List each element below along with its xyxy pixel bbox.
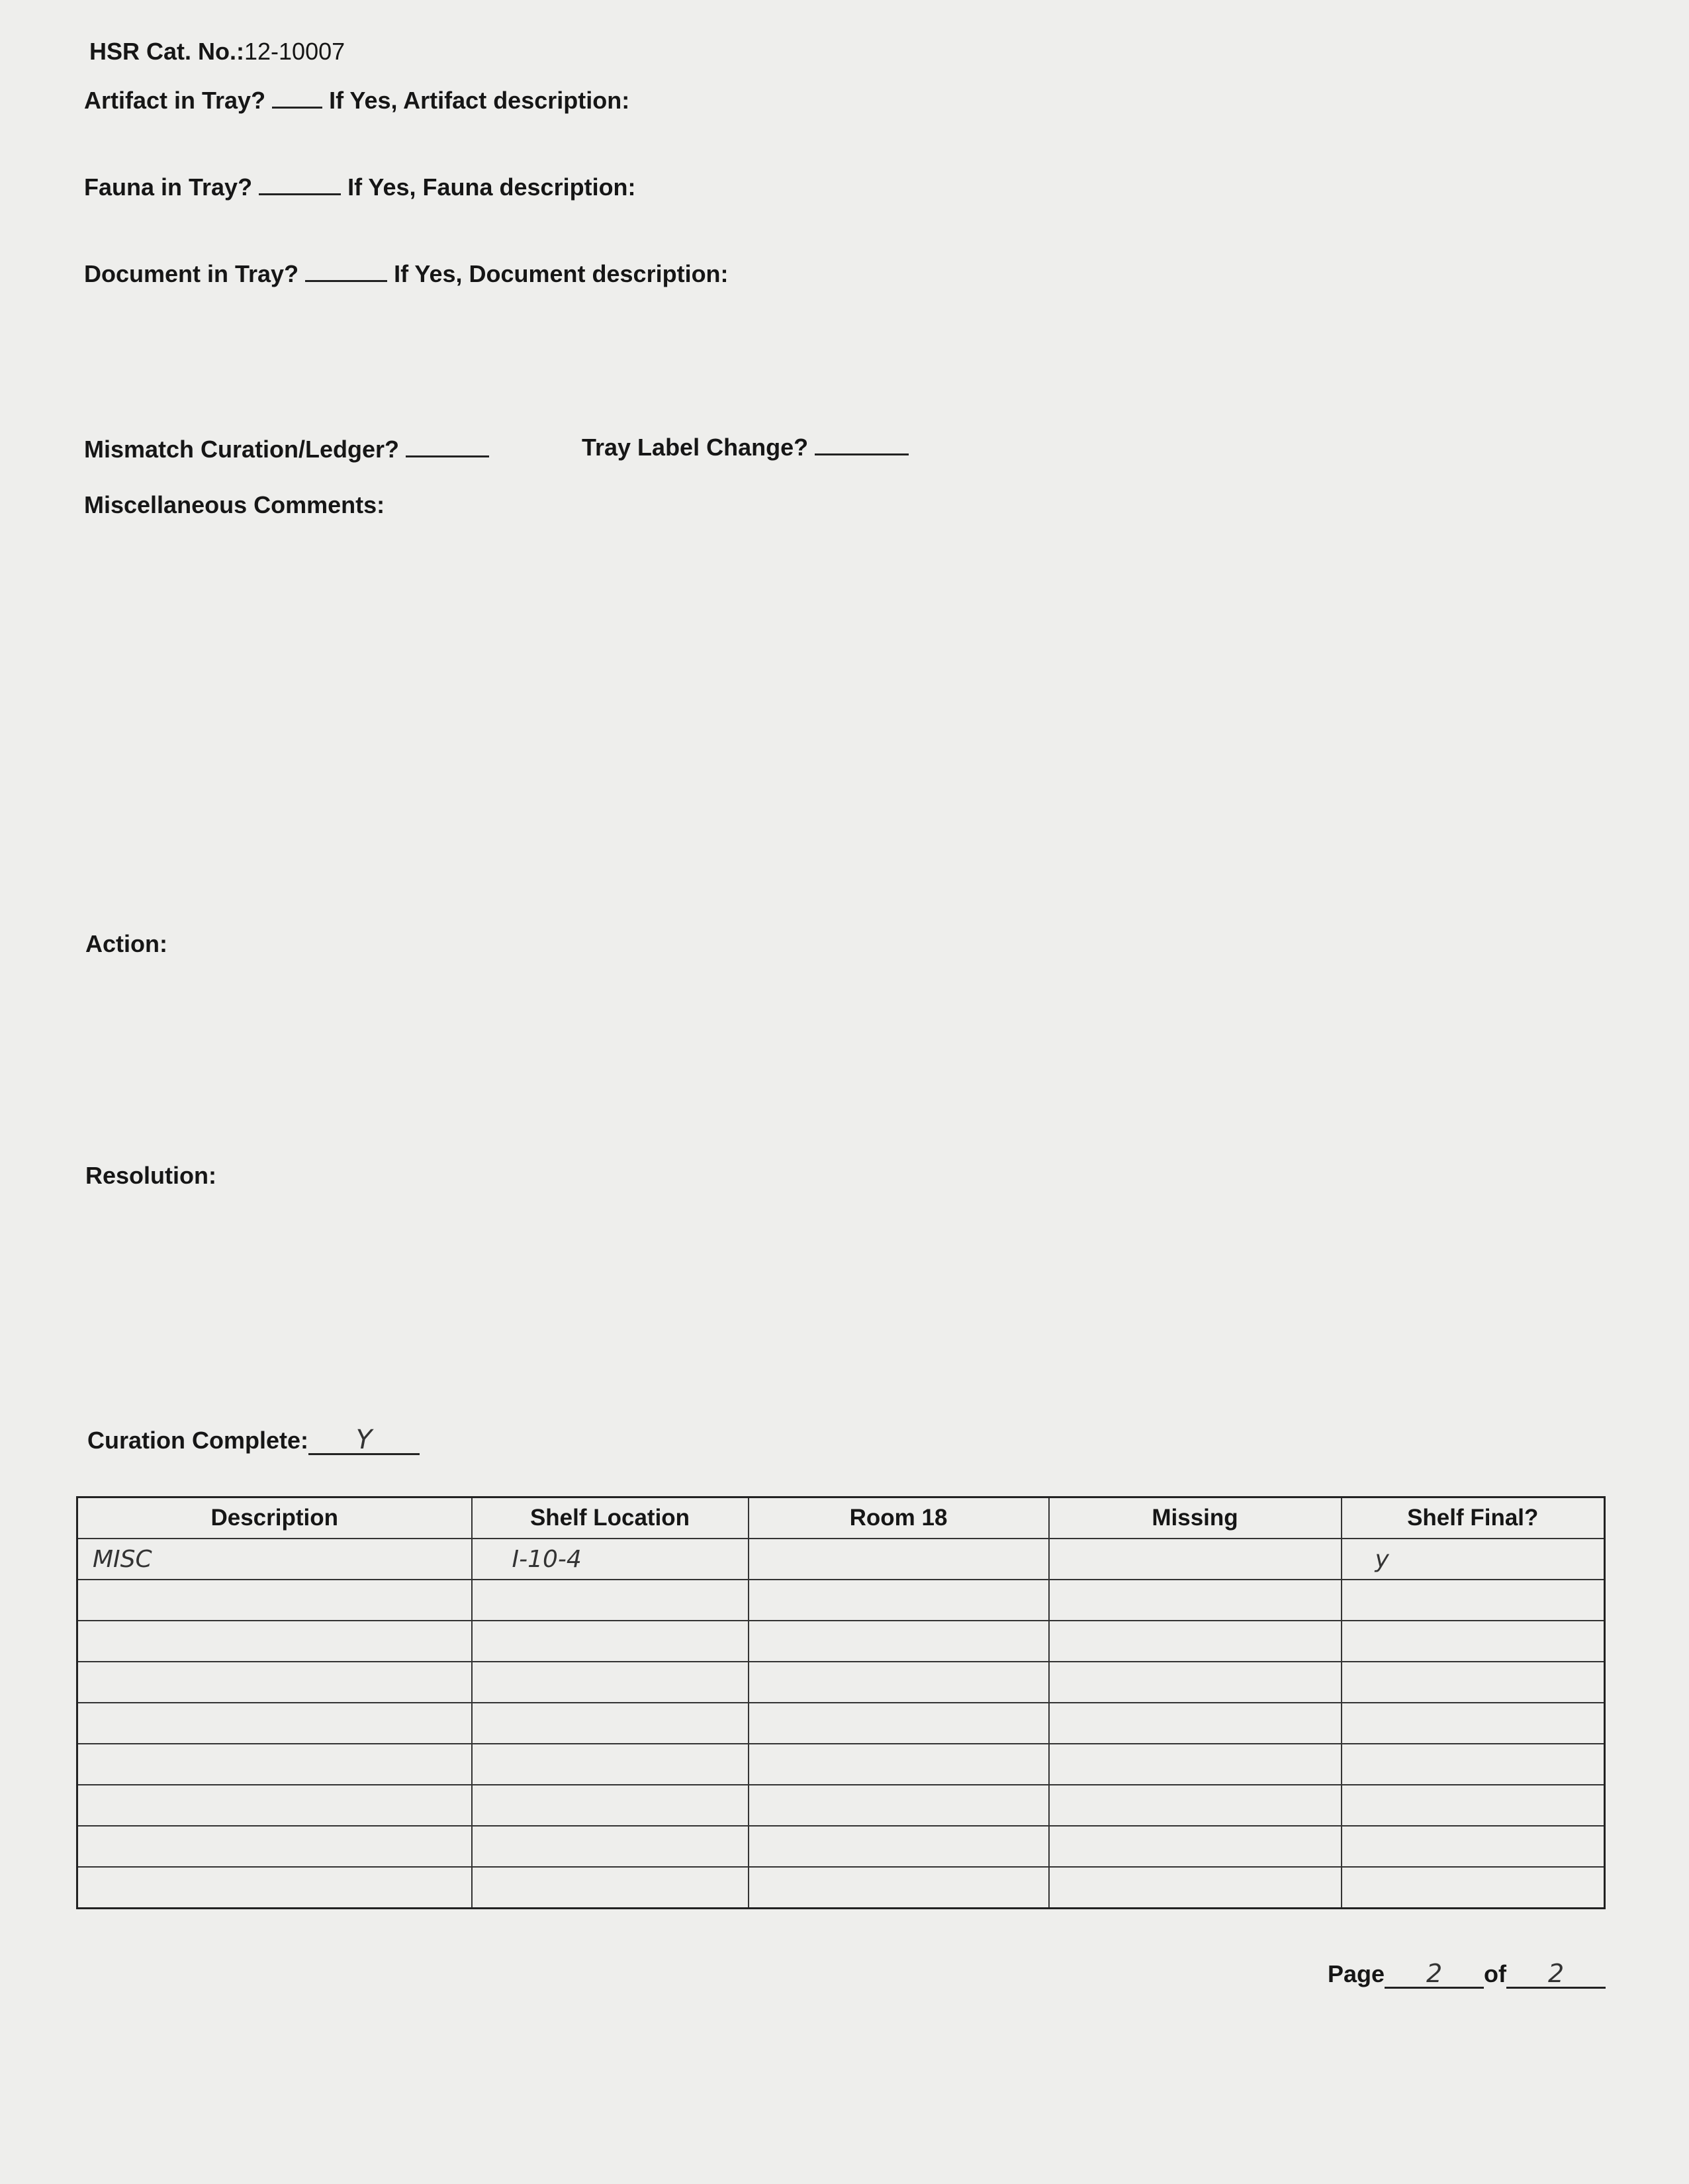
cell-value <box>78 1833 93 1860</box>
cell-shelf-final[interactable] <box>1342 1703 1605 1744</box>
artifact-line <box>84 87 629 113</box>
cell-description[interactable] <box>77 1539 472 1580</box>
header-missing: Missing <box>1049 1497 1342 1539</box>
cell-shelf-location[interactable] <box>472 1744 749 1785</box>
cell-shelf-final[interactable] <box>1342 1744 1605 1785</box>
artifact-desc-label: If Yes, Artifact description: <box>329 87 630 114</box>
cell-room-18[interactable] <box>749 1580 1049 1621</box>
curation-complete-value: Y <box>355 1425 373 1455</box>
page-value: 2 <box>1426 1959 1443 1988</box>
cell-value <box>1342 1628 1357 1655</box>
cell-value: I-10-4 <box>512 1546 582 1573</box>
cell-value <box>473 1874 487 1901</box>
action-label: Action: <box>85 930 167 957</box>
of-blank[interactable] <box>1506 1961 1606 1989</box>
tray-label-change-line <box>582 434 909 459</box>
fauna-desc-label: If Yes, Fauna description: <box>347 173 636 201</box>
cell-value <box>78 1710 93 1737</box>
cell-missing[interactable] <box>1049 1867 1342 1909</box>
cell-description[interactable] <box>77 1826 472 1867</box>
artifact-label: Artifact in Tray? <box>84 87 266 114</box>
cell-shelf-final[interactable] <box>1342 1580 1605 1621</box>
cell-value <box>749 1874 764 1901</box>
header-description: Description <box>77 1497 472 1539</box>
cell-value <box>749 1587 764 1614</box>
cell-description[interactable] <box>77 1744 472 1785</box>
cell-room-18[interactable] <box>749 1539 1049 1580</box>
cell-value <box>78 1669 93 1696</box>
cell-shelf-final[interactable] <box>1342 1621 1605 1662</box>
cell-value <box>473 1710 487 1737</box>
curation-complete-blank[interactable] <box>308 1427 420 1455</box>
cell-room-18[interactable] <box>749 1662 1049 1703</box>
cell-shelf-location[interactable] <box>472 1867 749 1909</box>
tray-label-change-label: Tray Label Change? <box>582 434 809 461</box>
fauna-line <box>84 173 636 199</box>
header-shelf-location: Shelf Location <box>472 1497 749 1539</box>
cell-value <box>78 1751 93 1778</box>
cell-room-18[interactable] <box>749 1785 1049 1826</box>
cell-description[interactable] <box>77 1703 472 1744</box>
document-blank[interactable] <box>305 260 387 282</box>
cell-missing[interactable] <box>1049 1539 1342 1580</box>
cell-value <box>473 1628 487 1655</box>
cell-value <box>749 1669 764 1696</box>
cell-value <box>1342 1710 1357 1737</box>
hsr-cat-value: 12-10007 <box>244 38 345 65</box>
cell-description[interactable] <box>77 1580 472 1621</box>
table-row <box>77 1867 1605 1909</box>
cell-value <box>473 1833 487 1860</box>
fauna-label: Fauna in Tray? <box>84 173 253 201</box>
table-row <box>77 1621 1605 1662</box>
table-row <box>77 1539 1605 1580</box>
of-label: of <box>1484 1960 1507 1987</box>
cell-value <box>1050 1833 1064 1860</box>
cell-value <box>473 1669 487 1696</box>
cell-shelf-location[interactable] <box>472 1539 749 1580</box>
cell-value: y <box>1375 1546 1389 1573</box>
hsr-cat-label: HSR Cat. No.: <box>89 38 244 65</box>
fauna-blank[interactable] <box>259 173 341 195</box>
mismatch-label: Mismatch Curation/Ledger? <box>84 436 400 463</box>
cell-shelf-location[interactable] <box>472 1580 749 1621</box>
cell-missing[interactable] <box>1049 1703 1342 1744</box>
cell-shelf-location[interactable] <box>472 1662 749 1703</box>
mismatch-line <box>84 436 489 461</box>
cell-value <box>749 1710 764 1737</box>
cell-room-18[interactable] <box>749 1867 1049 1909</box>
table-row <box>77 1662 1605 1703</box>
cell-value <box>1342 1751 1357 1778</box>
page-count-line <box>1328 1961 1606 1989</box>
cell-shelf-location[interactable] <box>472 1703 749 1744</box>
cell-missing[interactable] <box>1049 1662 1342 1703</box>
cell-value <box>1050 1792 1064 1819</box>
cell-shelf-location[interactable] <box>472 1621 749 1662</box>
shelf-table <box>76 1496 1606 1909</box>
cell-value <box>1342 1587 1357 1614</box>
cell-value <box>1050 1710 1064 1737</box>
cell-description[interactable] <box>77 1867 472 1909</box>
cell-value <box>1342 1792 1357 1819</box>
cell-value <box>78 1874 93 1901</box>
cell-shelf-final[interactable] <box>1342 1867 1605 1909</box>
cell-missing[interactable] <box>1049 1785 1342 1826</box>
cell-shelf-final[interactable] <box>1342 1826 1605 1867</box>
cell-description[interactable] <box>77 1662 472 1703</box>
document-desc-label: If Yes, Document description: <box>394 260 729 287</box>
cell-value <box>749 1546 764 1573</box>
cell-value <box>1342 1669 1357 1696</box>
cell-shelf-final[interactable] <box>1342 1539 1605 1580</box>
mismatch-blank[interactable] <box>406 436 489 457</box>
cell-value <box>749 1833 764 1860</box>
cell-room-18[interactable] <box>749 1826 1049 1867</box>
cell-room-18[interactable] <box>749 1744 1049 1785</box>
misc-comments-label: Miscellaneous Comments: <box>84 491 385 518</box>
cell-missing[interactable] <box>1049 1826 1342 1867</box>
cell-missing[interactable] <box>1049 1580 1342 1621</box>
cell-value <box>78 1587 93 1614</box>
cell-value <box>1342 1874 1357 1901</box>
header-shelf-final: Shelf Final? <box>1342 1497 1605 1539</box>
hsr-cat-line <box>89 40 345 64</box>
of-value: 2 <box>1547 1959 1565 1988</box>
cell-value <box>473 1587 487 1614</box>
cell-room-18[interactable] <box>749 1703 1049 1744</box>
cell-value <box>78 1628 93 1655</box>
cell-description[interactable] <box>77 1621 472 1662</box>
cell-value <box>1050 1751 1064 1778</box>
resolution-label: Resolution: <box>85 1162 216 1189</box>
cell-shelf-final[interactable] <box>1342 1662 1605 1703</box>
cell-value: MISC <box>93 1546 152 1573</box>
document-line <box>84 260 729 286</box>
table-row <box>77 1703 1605 1744</box>
document-label: Document in Tray? <box>84 260 299 287</box>
cell-value <box>473 1792 487 1819</box>
cell-value <box>1050 1874 1064 1901</box>
cell-missing[interactable] <box>1049 1744 1342 1785</box>
cell-missing[interactable] <box>1049 1621 1342 1662</box>
table-row <box>77 1785 1605 1826</box>
cell-room-18[interactable] <box>749 1621 1049 1662</box>
cell-description[interactable] <box>77 1785 472 1826</box>
cell-shelf-final[interactable] <box>1342 1785 1605 1826</box>
cell-value <box>473 1751 487 1778</box>
table-row <box>77 1744 1605 1785</box>
cell-value <box>749 1628 764 1655</box>
artifact-blank[interactable] <box>272 87 322 109</box>
cell-shelf-location[interactable] <box>472 1826 749 1867</box>
page-blank[interactable] <box>1385 1961 1484 1989</box>
cell-value <box>78 1792 93 1819</box>
table-row <box>77 1826 1605 1867</box>
header-room-18: Room 18 <box>749 1497 1049 1539</box>
cell-value <box>749 1792 764 1819</box>
table-row <box>77 1580 1605 1621</box>
cell-value <box>1050 1669 1064 1696</box>
cell-value <box>1342 1833 1357 1860</box>
page-label: Page <box>1328 1960 1385 1987</box>
cell-value <box>1050 1546 1064 1573</box>
curation-complete-label: Curation Complete: <box>87 1427 309 1454</box>
table-header-row <box>77 1497 1605 1539</box>
tray-label-change-blank[interactable] <box>815 434 909 455</box>
cell-value <box>749 1751 764 1778</box>
cell-value <box>1050 1628 1064 1655</box>
curation-complete-line <box>87 1427 420 1455</box>
cell-shelf-location[interactable] <box>472 1785 749 1826</box>
cell-value <box>1050 1587 1064 1614</box>
